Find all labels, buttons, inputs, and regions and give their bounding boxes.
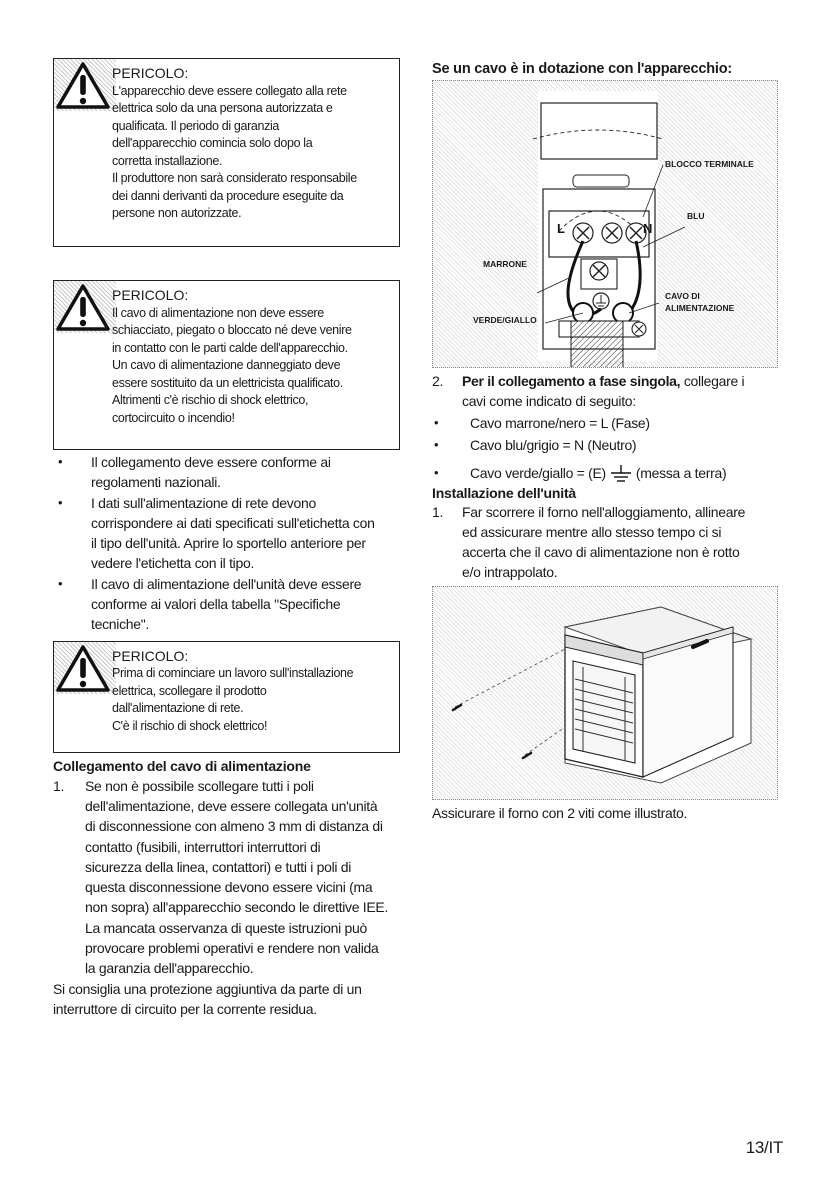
note-line: interruttore di circuito per la corrente residua.	[53, 1000, 317, 1017]
step-line: Far scorrere il forno nell'alloggiamento, allineare	[462, 503, 746, 520]
danger-line: dall'alimentazione di rete.	[112, 701, 244, 716]
step-line: ed assicurare mentre allo stesso tempo ci si	[462, 523, 722, 540]
step-line	[462, 371, 778, 391]
step-line: cavi come indicato di seguito:	[462, 393, 636, 410]
list-line: il tipo dell'unità. Aprire lo sportello anteriore per	[91, 535, 366, 552]
ground-after: (messa a terra)	[635, 464, 727, 481]
list-line: conforme ai valori della tabella "Specifiche	[91, 596, 341, 613]
step-number: 1.	[53, 777, 65, 794]
rcd-note	[53, 979, 400, 1020]
danger-line: elettrica solo da una persona autorizzata e	[112, 101, 333, 115]
ground-before: Cavo verde/giallo = (E)	[470, 464, 606, 481]
section-title: Collegamento del cavo di alimentazione	[53, 757, 311, 774]
danger-box-3	[53, 641, 400, 753]
page-number: 13/IT	[745, 1138, 783, 1157]
list-item: • Cavo marrone/nero = L (Fase)	[432, 412, 778, 434]
list-item	[53, 574, 400, 635]
danger-title-2: PERICOLO:	[112, 287, 189, 303]
label-cable-2: ALIMENTAZIONE	[665, 303, 735, 313]
step-line: provocare problemi operativi e rendere non valida	[85, 940, 379, 957]
numbered-step	[53, 776, 400, 979]
cable-heading: Se un cavo è in dotazione con l'apparecchio:	[432, 61, 733, 77]
danger-title-1: PERICOLO:	[112, 65, 189, 81]
ground-symbol-icon	[610, 465, 632, 483]
right-column	[432, 60, 778, 821]
label-L: L	[557, 221, 565, 236]
danger-line: schiacciato, piegato o bloccato né deve venire	[112, 323, 352, 337]
list-item	[432, 462, 778, 484]
step-number: 1.	[432, 503, 444, 520]
step-line: contatto (fusibili, interruttori interruttori di	[85, 838, 321, 855]
label-green-yellow: VERDE/GIALLO	[473, 315, 537, 325]
danger-line: Un cavo di alimentazione danneggiato deve	[112, 358, 341, 372]
warning-triangle-icon	[56, 644, 110, 692]
step-line: questa disconnessione devono essere vicini (ma	[85, 879, 373, 896]
step-line: sicurezza della linea, contattori) e tutti i poli di	[85, 858, 352, 875]
danger-line: Il produttore non sarà considerato responsabile	[112, 171, 357, 185]
step-line: e/o intrappolato.	[462, 564, 558, 581]
list-line: • Il collegamento deve essere conforme ai	[91, 454, 331, 470]
step-line: dell'alimentazione, deve essere collegata un'unità	[85, 797, 378, 814]
danger-line: Il cavo di alimentazione non deve essere	[112, 305, 324, 320]
wiring-diagram	[432, 80, 778, 368]
note-line: Si consiglia una protezione aggiuntiva da parte di un	[53, 980, 362, 997]
step-bold: Per il collegamento a fase singola,	[462, 373, 681, 389]
danger-line: cortocircuito o incendio!	[112, 410, 235, 425]
warning-triangle-icon	[56, 283, 110, 331]
danger-line: dei danni derivanti da procedure eseguite da	[112, 188, 344, 203]
list-item: • Cavo blu/grigio = N (Neutro)	[432, 434, 778, 456]
label-brown: MARRONE	[483, 259, 527, 269]
list-line: corrispondere ai dati specificati sull'etichetta con	[91, 514, 375, 531]
label-terminal-block: BLOCCO TERMINALE	[665, 159, 754, 169]
list-item	[53, 452, 400, 493]
danger-line: persone non autorizzate.	[112, 206, 242, 220]
list-line: regolamenti nazionali.	[91, 474, 221, 491]
wire-list	[432, 412, 778, 484]
step-line: non sopra) all'apparecchio secondo le direttive IEE.	[85, 899, 389, 916]
danger-line: C'è il rischio di shock elettrico!	[112, 718, 268, 733]
step-line: la garanzia dell'apparecchio.	[85, 960, 254, 977]
danger-line: qualificata. Il periodo di garanzia	[112, 118, 280, 133]
step-rest: collegare i	[680, 373, 745, 389]
danger-line: dell'apparecchio comincia solo dopo la	[112, 136, 313, 150]
label-cable-1: CAVO DI	[665, 291, 700, 301]
label-N: N	[643, 221, 653, 236]
danger-line: elettrica, scollegare il prodotto	[112, 683, 267, 698]
list-line: • Il cavo di alimentazione dell'unità deve essere	[91, 575, 362, 592]
oven-installation-figure	[432, 586, 778, 800]
warning-triangle-icon	[56, 61, 110, 109]
danger-box-1	[53, 58, 400, 247]
step-line: Se non è possibile scollegare tutti i poli	[85, 777, 314, 794]
danger-line: Prima di cominciare un lavoro sull'installazione	[112, 666, 354, 681]
list-line: tecniche".	[91, 616, 150, 633]
danger-line: Altrimenti c'è rischio di shock elettrico,	[112, 393, 309, 407]
list-line: vedere l'etichetta con il tipo.	[91, 555, 255, 572]
oven-illustration	[433, 587, 777, 799]
list-item	[53, 493, 400, 574]
requirements-list	[53, 452, 400, 635]
step-line: di disconnessione con almeno 3 mm di distanza di	[85, 818, 383, 835]
step-line: accerta che il cavo di alimentazione non è rotto	[462, 544, 740, 561]
left-column	[53, 58, 400, 1019]
single-phase-step	[432, 371, 778, 412]
step-line: La mancata osservanza di queste istruzioni può	[85, 919, 367, 936]
figure-caption: Assicurare il forno con 2 viti come illustrato.	[432, 804, 688, 821]
label-blue: BLU	[687, 211, 705, 221]
install-title: Installazione dell'unità	[432, 484, 576, 501]
step-number: 2.	[432, 373, 444, 389]
danger-box-2	[53, 280, 400, 450]
danger-line: in contatto con le parti calde dell'apparecchio.	[112, 340, 348, 355]
danger-line: essere sostituito da un elettricista qualificato.	[112, 375, 343, 390]
list-line: • I dati sull'alimentazione di rete devono	[91, 494, 316, 511]
danger-title-3: PERICOLO:	[112, 647, 189, 664]
danger-line: corretta installazione.	[112, 153, 223, 168]
install-step	[432, 502, 778, 583]
danger-line: L'apparecchio deve essere collegato alla rete	[112, 83, 347, 98]
